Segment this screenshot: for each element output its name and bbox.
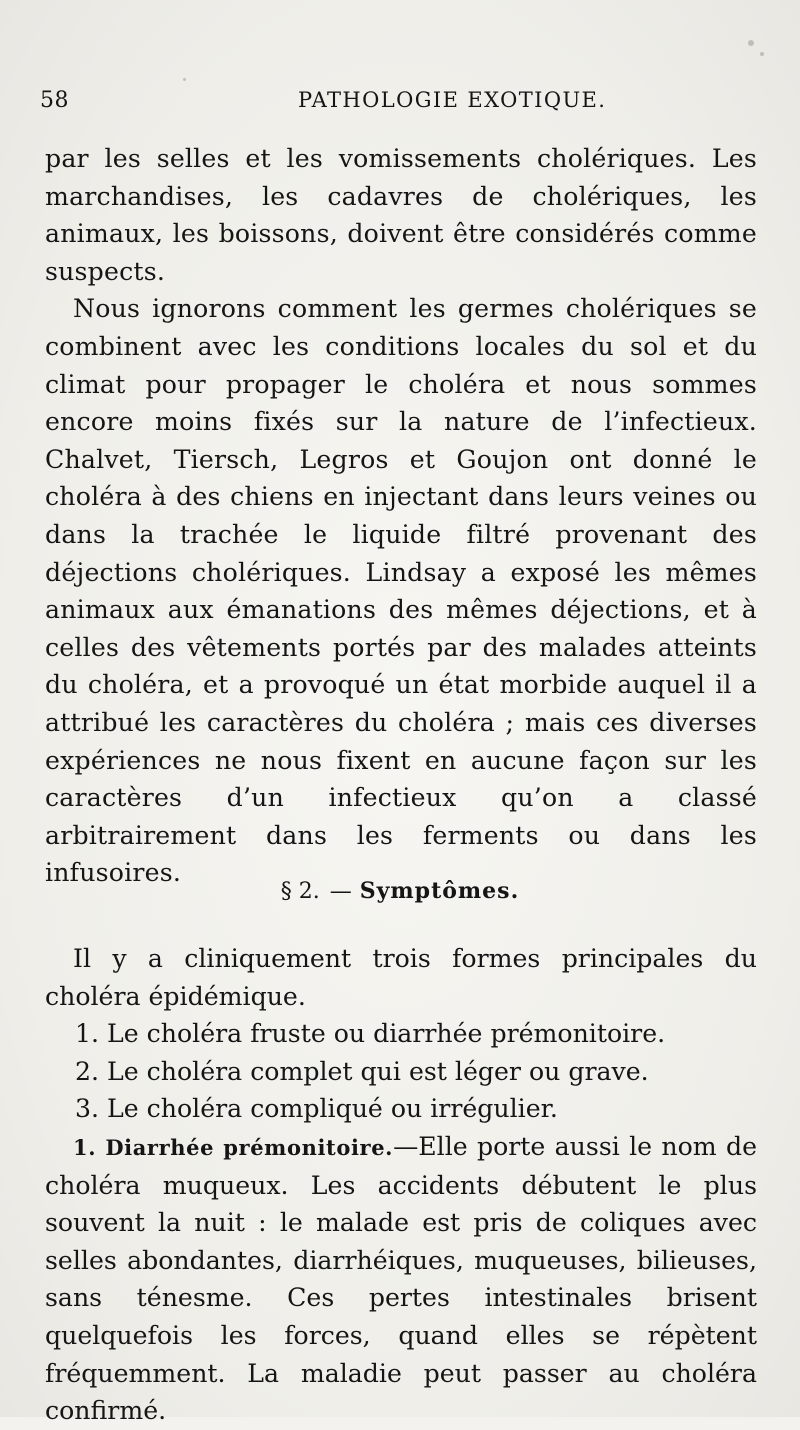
- subsection-heading: 1. Diarrhée prémonitoire.: [73, 1134, 394, 1160]
- page-number: 58: [40, 88, 69, 113]
- paper-speck: [760, 52, 764, 56]
- list-item: 2. Le choléra complet qui est léger ou grave.: [75, 1056, 649, 1086]
- paper-speck: [183, 78, 186, 81]
- section-number: § 2.: [280, 879, 320, 904]
- subsection-paragraph: [45, 1128, 757, 1430]
- running-title: PATHOLOGIE EXOTIQUE.: [298, 88, 607, 112]
- paragraph-germs: Nous ignorons comment les germes cholériques se combinent avec les conditions locales du sol et du climat pour propager le choléra et nous sommes encore moins fixés sur la nature de l’infectieux. Chalvet, Tiersch, Legros et Goujon ont donné le choléra à des chiens en injectant dans leurs veines ou dans la trachée le liquide filtré provenant des déjections cholériques. Lindsay a exposé les mêmes animaux aux émanations des mêmes déjections, et à celles des vêtements portés par des malades atteints du choléra, et a provoqué un état morbide auquel il a attribué les caractères du choléra ; mais ces diverses expériences ne nous fixent en aucune façon sur les caractères d’un infectieux qu’on a classé arbitrairement dans les ferments ou dans les infusoires.: [45, 294, 757, 888]
- page-header: [40, 88, 760, 120]
- subsection-text: —Elle porte aussi le nom de choléra muqueux. Les accidents débutent le plus souvent la nuit : le malade est pris de coliques avec selles abondantes, diarrhéiques, muqueuses, bilieuses, sans ténesme. Ces pertes intestinales brisent quelquefois les forces, quand elles se répètent fréquemment. La maladie peut passer au choléra confirmé.: [45, 1131, 757, 1426]
- paper-speck: [748, 40, 754, 46]
- paragraph-contagion: par les selles et les vomissements cholériques. Les marchandises, les cadavres de cholériques, les animaux, les boissons, doivent être considérés comme suspects.: [45, 144, 757, 286]
- section-title: Symptômes.: [359, 878, 520, 904]
- list-item: 3. Le choléra compliqué ou irrégulier.: [75, 1094, 558, 1124]
- list-item: 1. Le choléra fruste ou diarrhée prémonitoire.: [75, 1019, 666, 1049]
- symptoms-text: [45, 940, 757, 1430]
- section-dash: —: [329, 879, 352, 904]
- main-text: [45, 140, 757, 892]
- intro-paragraph: Il y a cliniquement trois formes principales du choléra épidémique.: [45, 944, 757, 1011]
- section-heading: [0, 878, 800, 904]
